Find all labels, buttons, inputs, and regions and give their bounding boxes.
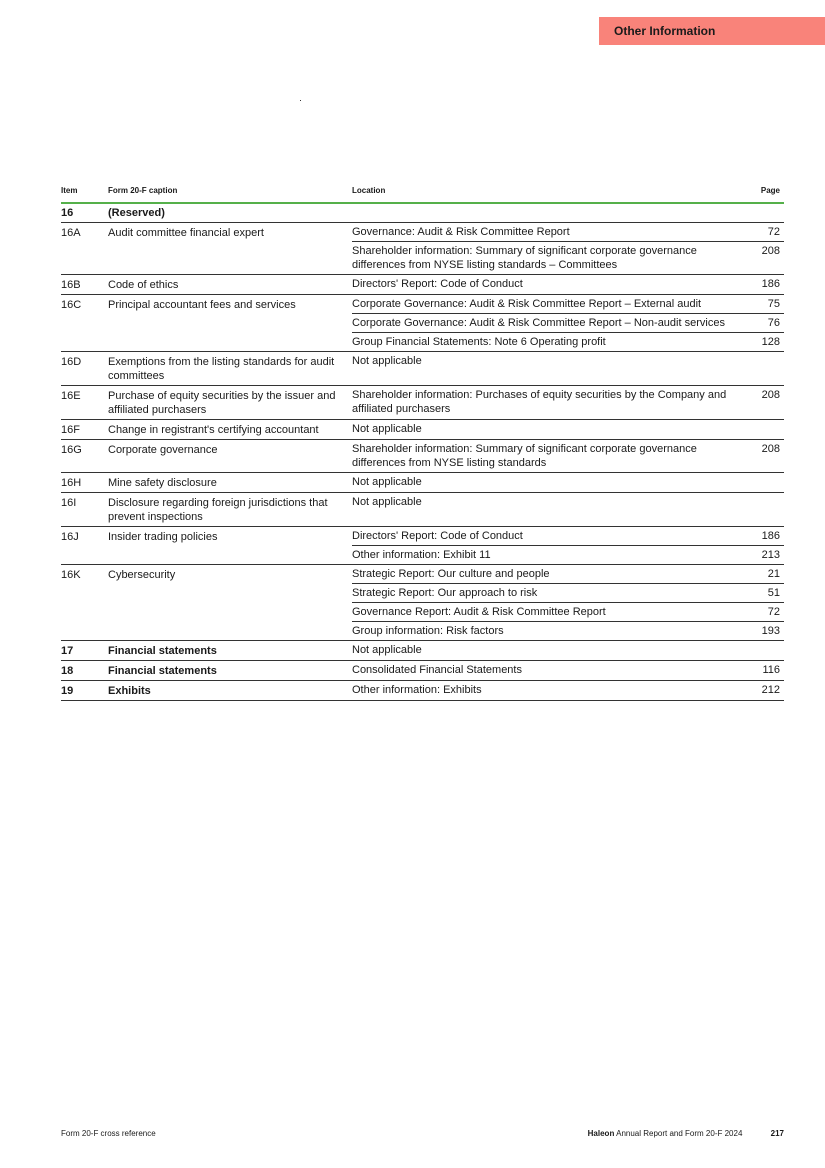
page-cell: 193 (730, 622, 784, 641)
table-row (61, 275, 784, 295)
item-caption: Principal accountant fees and services (108, 295, 352, 352)
location-cell: Not applicable (352, 473, 730, 493)
location-cell: Directors' Report: Code of Conduct (352, 527, 730, 546)
table-row (61, 565, 784, 584)
item-number: 16A (61, 223, 108, 275)
page-cell: 72 (730, 603, 784, 622)
location-cell: Governance Report: Audit & Risk Committee Report (352, 603, 730, 622)
page-cell (730, 352, 784, 386)
item-caption: (Reserved) (108, 203, 352, 223)
page-cell (730, 203, 784, 223)
item-number: 16 (61, 203, 108, 223)
item-number: 16B (61, 275, 108, 295)
location-cell: Strategic Report: Our culture and people (352, 565, 730, 584)
location-cell: Not applicable (352, 641, 730, 661)
item-caption: Change in registrant's certifying accountant (108, 420, 352, 440)
location-cell: Not applicable (352, 493, 730, 527)
location-cell: Directors' Report: Code of Conduct (352, 275, 730, 295)
location-cell: Group Financial Statements: Note 6 Operating profit (352, 333, 730, 352)
location-cell: Shareholder information: Summary of significant corporate governance differences from NYSE listing standards (352, 440, 730, 473)
item-number: 16G (61, 440, 108, 473)
item-number: 16D (61, 352, 108, 386)
table-body (61, 203, 784, 701)
table-row (61, 527, 784, 546)
item-caption: Mine safety disclosure (108, 473, 352, 493)
location-cell: Corporate Governance: Audit & Risk Committee Report – External audit (352, 295, 730, 314)
location-cell: Corporate Governance: Audit & Risk Committee Report – Non-audit services (352, 314, 730, 333)
item-caption: Audit committee financial expert (108, 223, 352, 275)
location-cell: Not applicable (352, 420, 730, 440)
page-cell: 186 (730, 275, 784, 295)
page-cell: 116 (730, 661, 784, 681)
item-caption: Corporate governance (108, 440, 352, 473)
page-cell: 208 (730, 440, 784, 473)
location-cell: Shareholder information: Summary of significant corporate governance differences from NYSE listing standards – Committees (352, 242, 730, 275)
item-number: 16H (61, 473, 108, 493)
item-caption: Cybersecurity (108, 565, 352, 641)
page-cell: 75 (730, 295, 784, 314)
table-row (61, 203, 784, 223)
table-row (61, 681, 784, 701)
form-20f-cross-reference-table (61, 184, 784, 701)
page-cell (730, 641, 784, 661)
table-row (61, 295, 784, 314)
table-row (61, 661, 784, 681)
page-cell: 208 (730, 386, 784, 420)
item-caption: Purchase of equity securities by the issuer and affiliated purchasers (108, 386, 352, 420)
location-cell: Not applicable (352, 352, 730, 386)
page-cell (730, 473, 784, 493)
footer-section-title: Form 20-F cross reference (61, 1129, 156, 1138)
item-caption: Disclosure regarding foreign jurisdictions that prevent inspections (108, 493, 352, 527)
item-number: 16C (61, 295, 108, 352)
table-header-row (61, 184, 784, 203)
footer-report (588, 1129, 784, 1138)
item-number: 16F (61, 420, 108, 440)
page-cell: 128 (730, 333, 784, 352)
page-cell: 212 (730, 681, 784, 701)
location-cell: Other information: Exhibit 11 (352, 546, 730, 565)
section-tag: Other Information (599, 17, 825, 45)
table-row (61, 440, 784, 473)
page-number: 217 (770, 1129, 784, 1138)
item-caption: Financial statements (108, 661, 352, 681)
item-caption: Code of ethics (108, 275, 352, 295)
stray-mark (300, 100, 301, 101)
page-cell: 208 (730, 242, 784, 275)
location-cell: Strategic Report: Our approach to risk (352, 584, 730, 603)
location-cell: Shareholder information: Purchases of equity securities by the Company and affiliated purchasers (352, 386, 730, 420)
table-row (61, 420, 784, 440)
item-number: 16E (61, 386, 108, 420)
item-caption: Exhibits (108, 681, 352, 701)
page-cell (730, 420, 784, 440)
table-row (61, 473, 784, 493)
item-number: 18 (61, 661, 108, 681)
location-cell: Consolidated Financial Statements (352, 661, 730, 681)
item-caption: Financial statements (108, 641, 352, 661)
table-row (61, 223, 784, 242)
footer-brand: Haleon (587, 1129, 615, 1138)
item-caption: Insider trading policies (108, 527, 352, 565)
page-cell: 186 (730, 527, 784, 546)
table-row (61, 641, 784, 661)
table-row (61, 386, 784, 420)
page-cell: 21 (730, 565, 784, 584)
table-row (61, 352, 784, 386)
header-item: Item (61, 186, 78, 195)
table-row (61, 493, 784, 527)
item-number: 16K (61, 565, 108, 641)
header-location: Location (352, 186, 386, 195)
header-page: Page (760, 186, 780, 195)
page-cell (730, 493, 784, 527)
item-caption: Exemptions from the listing standards for audit committees (108, 352, 352, 386)
page-cell: 76 (730, 314, 784, 333)
item-number: 19 (61, 681, 108, 701)
item-number: 17 (61, 641, 108, 661)
location-cell: Other information: Exhibits (352, 681, 730, 701)
location-cell: Group information: Risk factors (352, 622, 730, 641)
page-cell: 213 (730, 546, 784, 565)
footer-report-title: Annual Report and Form 20-F 2024 (616, 1129, 743, 1138)
page-cell: 72 (730, 223, 784, 242)
page-cell: 51 (730, 584, 784, 603)
item-number: 16J (61, 527, 108, 565)
location-cell (352, 203, 730, 223)
item-number: 16I (61, 493, 108, 527)
location-cell: Governance: Audit & Risk Committee Report (352, 223, 730, 242)
header-caption: Form 20-F caption (108, 186, 178, 195)
